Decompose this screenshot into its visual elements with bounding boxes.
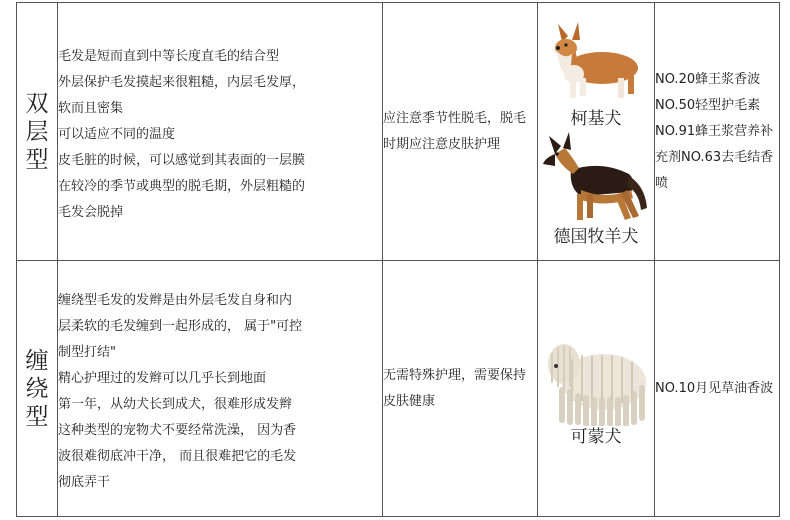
coat-type-table — [16, 2, 780, 517]
description-line: 在较冷的季节或典型的脱毛期，外层粗糙的 — [58, 178, 306, 194]
corgi-image — [544, 16, 648, 108]
coat-description-cell — [58, 3, 383, 261]
description-line: 软而且密集 — [58, 100, 124, 116]
description-line: 彻底弄干 — [58, 474, 111, 490]
description-line: 外层保护毛发摸起来很粗糙，内层毛发厚， — [58, 74, 306, 90]
description-line: 皮毛脏的时候，可以感觉到其表面的一层膜 — [58, 152, 306, 168]
dog-breed-name: 柯基犬 — [570, 108, 622, 129]
komondor-image — [542, 330, 650, 426]
recommended-products-cell — [655, 261, 780, 517]
description-line: 缠绕型毛发的发辫是由外层毛发自身和内 — [58, 292, 293, 308]
care-advice-text: 无需特殊护理，需要保持皮肤健康 — [383, 367, 527, 409]
coat-type-cell — [17, 3, 58, 261]
care-advice-text: 应注意季节性脱毛，脱毛时期应注意皮肤护理 — [383, 110, 527, 152]
dog-breeds-cell — [538, 3, 655, 261]
dog-breed-name: 德国牧羊犬 — [553, 226, 639, 247]
description-line: 层柔软的毛发缠到一起形成的， 属于"可控 — [58, 318, 303, 334]
description-line: 制型打结" — [58, 344, 116, 360]
description-line: 第一年，从幼犬长到成犬，很难形成发辫 — [58, 396, 293, 412]
description-line: 波很难彻底冲干净， 而且很难把它的毛发 — [58, 448, 297, 464]
care-advice-cell — [383, 3, 538, 261]
table-row — [17, 3, 780, 261]
recommended-products-cell — [655, 3, 780, 261]
coat-type-label: 缠绕型 — [25, 347, 49, 430]
description-line: 毛发会脱掉 — [58, 204, 124, 220]
description-line: 精心护理过的发辫可以几乎长到地面 — [58, 370, 267, 386]
description-line: 毛发是短而直到中等长度直毛的结合型 — [58, 48, 280, 64]
description-line: 可以适应不同的温度 — [58, 126, 176, 142]
dog-breeds-cell — [538, 261, 655, 517]
coat-description-cell — [58, 261, 383, 517]
table-row — [17, 261, 780, 517]
care-advice-cell — [383, 261, 538, 517]
dog-breed-name: 可蒙犬 — [570, 426, 622, 447]
coat-type-cell — [17, 261, 58, 517]
description-line: 这种类型的宠物犬不要经常洗澡， 因为香 — [58, 422, 297, 438]
coat-type-label: 双层型 — [25, 90, 49, 173]
recommended-products-text: NO.10月见草油香波 — [655, 380, 774, 396]
recommended-products-text: NO.20蜂王浆香波NO.50轻型护毛素NO.91蜂王浆营养补充剂NO.63去毛结香喷 — [655, 71, 774, 191]
german-shepherd-image — [541, 130, 651, 226]
